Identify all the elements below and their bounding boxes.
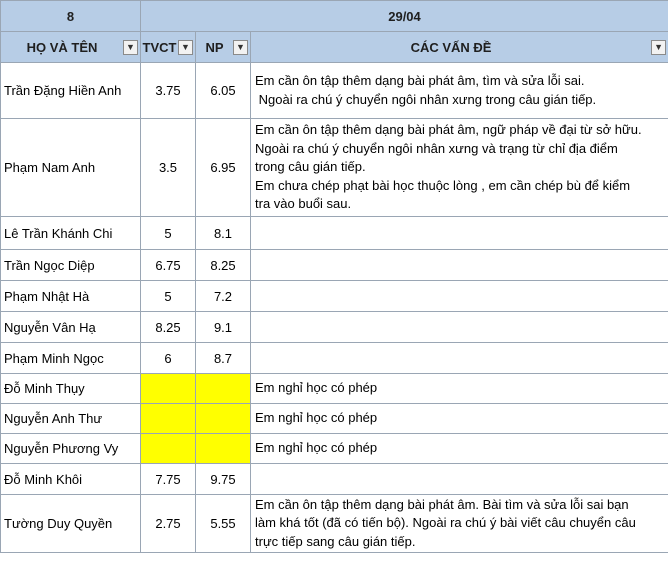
table-row xyxy=(1,63,668,119)
issues-cell[interactable] xyxy=(251,63,668,119)
np-score-cell[interactable]: 8.7 xyxy=(196,343,251,374)
issue-line: Em nghỉ học có phép xyxy=(255,440,378,456)
class-label-cell[interactable]: 8 xyxy=(1,1,141,32)
np-score-cell[interactable]: 8.1 xyxy=(196,217,251,250)
np-score-cell[interactable] xyxy=(196,434,251,464)
table-row xyxy=(1,281,668,312)
tvct-score-cell[interactable] xyxy=(141,374,196,404)
table-row xyxy=(1,374,668,404)
table-row xyxy=(1,217,668,250)
issue-line: làm khá tốt (đã có tiến bộ). Ngoài ra chú ý bài viết câu chuyển câu xyxy=(255,515,636,531)
table-row xyxy=(1,404,668,434)
tvct-score-cell[interactable] xyxy=(141,404,196,434)
tvct-score-cell[interactable]: 6 xyxy=(141,343,196,374)
header-row-columns xyxy=(1,32,668,63)
issue-line: Em cần ôn tập thêm dạng bài phát âm, tìm và sửa lỗi sai. xyxy=(255,73,585,88)
student-name-cell[interactable]: Nguyễn Anh Thư xyxy=(1,404,141,434)
issue-line: tra vào buổi sau. xyxy=(255,196,352,212)
issue-line: Em chưa chép phạt bài học thuộc lòng , em cần chép bù để kiểm xyxy=(255,177,631,193)
table-row xyxy=(1,495,668,553)
column-header-np[interactable] xyxy=(196,32,251,63)
issues-cell[interactable] xyxy=(251,404,668,434)
tvct-score-cell[interactable]: 7.75 xyxy=(141,464,196,495)
np-score-cell[interactable]: 8.25 xyxy=(196,250,251,281)
column-header-issues[interactable] xyxy=(251,32,668,63)
np-score-cell[interactable] xyxy=(196,404,251,434)
student-name-cell[interactable]: Trần Đặng Hiền Anh xyxy=(1,63,141,119)
issues-cell[interactable] xyxy=(251,374,668,404)
column-header-tvct[interactable] xyxy=(141,32,196,63)
np-score-cell[interactable]: 6.95 xyxy=(196,119,251,217)
issues-cell[interactable] xyxy=(251,250,668,281)
issues-cell[interactable] xyxy=(251,217,668,250)
tvct-score-cell[interactable]: 5 xyxy=(141,281,196,312)
student-name-cell[interactable]: Phạm Minh Ngọc xyxy=(1,343,141,374)
column-header-np-label: NP xyxy=(205,39,224,55)
table-row xyxy=(1,343,668,374)
header-row-top xyxy=(1,1,668,32)
issue-line: Ngoài ra chú ý chuyển ngôi nhân xưng và trạng từ chỉ địa điểm xyxy=(255,140,618,156)
table-row xyxy=(1,119,668,217)
tvct-score-cell[interactable]: 8.25 xyxy=(141,312,196,343)
student-name-cell[interactable]: Trần Ngọc Diệp xyxy=(1,250,141,281)
tvct-score-cell[interactable]: 3.5 xyxy=(141,119,196,217)
filter-dropdown-icon[interactable]: ▼ xyxy=(651,40,666,55)
issues-cell[interactable] xyxy=(251,464,668,495)
tvct-score-cell[interactable]: 5 xyxy=(141,217,196,250)
np-score-cell[interactable] xyxy=(196,374,251,404)
issue-line: trong câu gián tiếp. xyxy=(255,159,366,175)
issue-line: Em cần ôn tập thêm dạng bài phát âm, ngữ pháp về đại từ sở hữu. xyxy=(255,122,642,138)
filter-dropdown-icon[interactable]: ▼ xyxy=(178,40,193,55)
column-header-issues-label: CÁC VẤN ĐỀ xyxy=(410,39,492,55)
tvct-score-cell[interactable]: 2.75 xyxy=(141,495,196,553)
issues-cell[interactable] xyxy=(251,119,668,217)
table-row xyxy=(1,464,668,495)
student-name-cell[interactable]: Đỗ Minh Thụy xyxy=(1,374,141,404)
issue-line: trực tiếp sang câu gián tiếp. xyxy=(255,533,416,549)
student-name-cell[interactable]: Đỗ Minh Khôi xyxy=(1,464,141,495)
issues-cell[interactable] xyxy=(251,434,668,464)
issue-line: Em nghỉ học có phép xyxy=(255,410,378,426)
column-header-name[interactable] xyxy=(1,32,141,63)
student-name-cell[interactable]: Nguyễn Phương Vy xyxy=(1,434,141,464)
table-row xyxy=(1,434,668,464)
issues-cell[interactable] xyxy=(251,495,668,553)
student-name-cell[interactable]: Phạm Nhật Hà xyxy=(1,281,141,312)
column-header-tvct-label: TVCT xyxy=(142,39,177,55)
filter-dropdown-icon[interactable]: ▼ xyxy=(123,40,138,55)
np-score-cell[interactable]: 9.1 xyxy=(196,312,251,343)
np-score-cell[interactable]: 5.55 xyxy=(196,495,251,553)
issue-line: Em nghỉ học có phép xyxy=(255,380,378,396)
date-label-cell[interactable]: 29/04 xyxy=(141,1,668,32)
student-name-cell[interactable]: Lê Trần Khánh Chi xyxy=(1,217,141,250)
issue-line: Ngoài ra chú ý chuyển ngôi nhân xưng trong câu gián tiếp. xyxy=(255,91,597,107)
column-header-name-label: HỌ VÀ TÊN xyxy=(26,39,98,55)
student-name-cell[interactable]: Tường Duy Quyền xyxy=(1,495,141,553)
issues-cell[interactable] xyxy=(251,281,668,312)
np-score-cell[interactable]: 7.2 xyxy=(196,281,251,312)
issue-line: Em cần ôn tập thêm dạng bài phát âm. Bài tìm và sửa lỗi sai bạn xyxy=(255,496,629,512)
issues-cell[interactable] xyxy=(251,343,668,374)
student-name-cell[interactable]: Nguyễn Vân Hạ xyxy=(1,312,141,343)
table-row xyxy=(1,312,668,343)
np-score-cell[interactable]: 6.05 xyxy=(196,63,251,119)
tvct-score-cell[interactable]: 3.75 xyxy=(141,63,196,119)
student-name-cell[interactable]: Phạm Nam Anh xyxy=(1,119,141,217)
np-score-cell[interactable]: 9.75 xyxy=(196,464,251,495)
table-row xyxy=(1,250,668,281)
issues-cell[interactable] xyxy=(251,312,668,343)
tvct-score-cell[interactable]: 6.75 xyxy=(141,250,196,281)
tvct-score-cell[interactable] xyxy=(141,434,196,464)
filter-dropdown-icon[interactable]: ▼ xyxy=(233,40,248,55)
